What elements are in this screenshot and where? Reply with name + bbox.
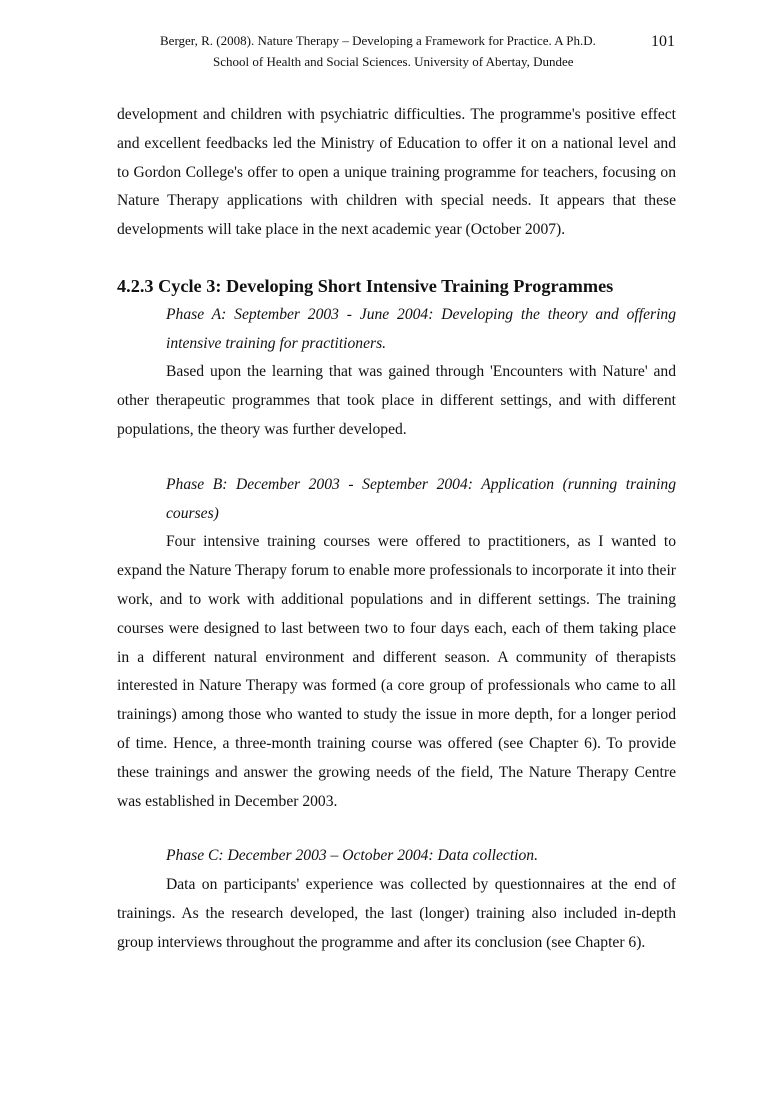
phase-a-paragraph: Based upon the learning that was gained through 'Encounters with Nature' and other therapeutic programmes that took place in different settings, and with different populations, the theory was further developed.: [117, 363, 676, 438]
section-heading: 4.2.3 Cycle 3: Developing Short Intensive Training Programmes: [117, 275, 614, 296]
phase-a-title: Phase A: September 2003 - June 2004: Developing the theory and offering intensive training for practitioners.: [166, 305, 676, 352]
phase-c-paragraph: Data on participants' experience was collected by questionnaires at the end of trainings. As the research developed, the last (longer) training also included in-depth group interviews throughout the programme and after its conclusion (see Chapter 6).: [117, 876, 676, 951]
phase-b-paragraph: Four intensive training courses were offered to practitioners, as I wanted to expand the Nature Therapy forum to enable more professionals to incorporate it into their work, and to work with additional populations and in different settings. The training courses were designed to last between two to four days each, each of them taking place in a different natural environment and different season. A community of therapists interested in Nature Therapy was formed (a core group of professionals who came to all trainings) among those who wanted to study the issue in more depth, for a longer period of time. Hence, a three-month training course was offered (see Chapter 6). To provide these trainings and answer the growing needs of the field, The Nature Therapy Centre was established in December 2003.: [117, 533, 676, 810]
phase-b-title: Phase B: December 2003 - September 2004: Application (running training courses): [166, 475, 676, 522]
page-number: 101: [651, 33, 675, 50]
page-body: [117, 101, 676, 958]
running-header-citation: Berger, R. (2008). Nature Therapy – Developing a Framework for Practice. A Ph.D.: [160, 33, 596, 48]
phase-c-title: Phase C: December 2003 – October 2004: Data collection.: [166, 847, 538, 865]
running-header-institution: School of Health and Social Sciences. University of Abertay, Dundee: [213, 54, 574, 69]
intro-paragraph: development and children with psychiatric difficulties. The programme's positive effect and excellent feedbacks led the Ministry of Education to offer it on a national level and to Gordon College's offer to open a unique training programme for teachers, focusing on Nature Therapy applications with children with special needs. It appears that these developments will take place in the next academic year (October 2007).: [117, 106, 676, 239]
